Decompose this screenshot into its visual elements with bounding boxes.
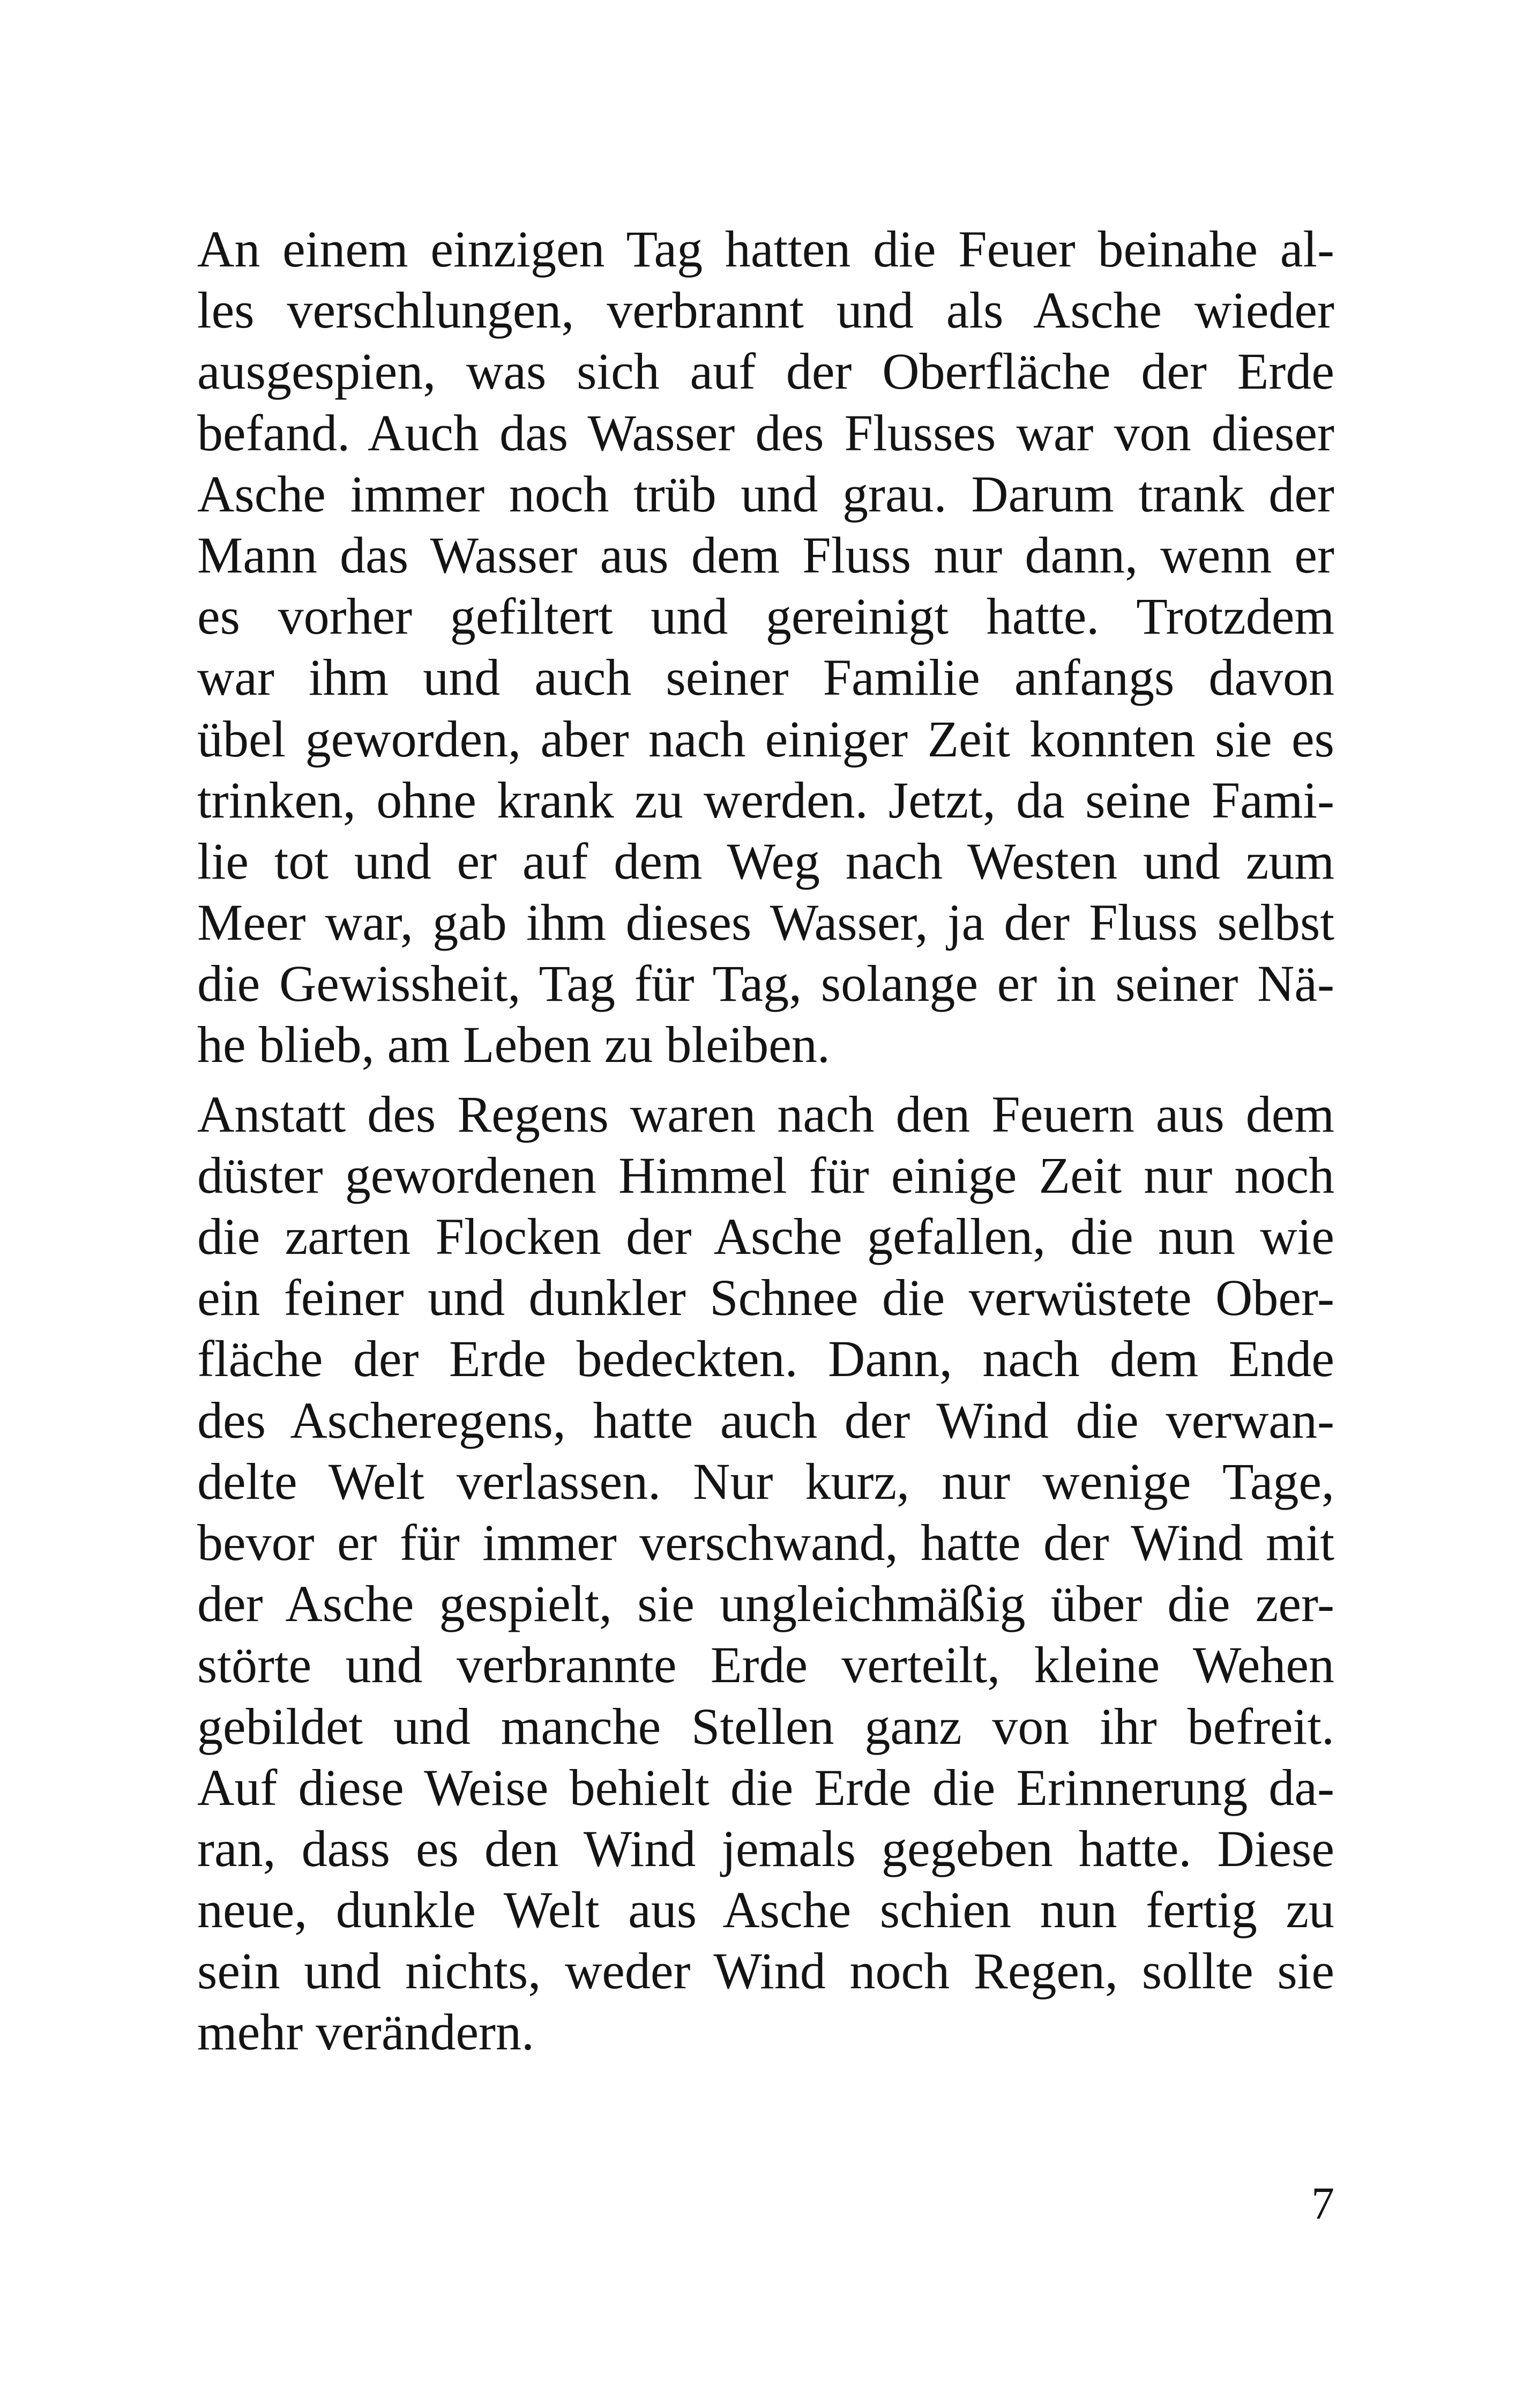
text-line: mehr verändern. xyxy=(197,2003,535,2061)
text-line: Auf diese Weise behielt die Erde die Erinnerung da- xyxy=(197,1758,1334,1816)
paragraph-2 xyxy=(197,1084,1334,2063)
text-line: neue, dunkle Welt aus Asche schien nun fertig zu xyxy=(197,1881,1334,1939)
body-text xyxy=(197,219,1334,2063)
text-line: düster gewordenen Himmel für einige Zeit nur noch xyxy=(197,1146,1334,1204)
text-line: übel geworden, aber nach einiger Zeit konnten sie es xyxy=(197,710,1334,768)
text-line: An einem einzigen Tag hatten die Feuer beinahe al- xyxy=(197,220,1334,278)
text-line: sein und nichts, weder Wind noch Regen, sollte sie xyxy=(197,1942,1334,2000)
text-line: ran, dass es den Wind jemals gegeben hatte. Diese xyxy=(197,1819,1334,1877)
text-line: he blieb, am Leben zu bleiben. xyxy=(197,1016,830,1074)
text-line: lie tot und er auf dem Weg nach Westen und zum xyxy=(197,832,1334,890)
text-line: les verschlungen, verbrannt und als Asche wieder xyxy=(197,281,1334,339)
text-line: Meer war, gab ihm dieses Wasser, ja der Fluss selbst xyxy=(197,894,1334,952)
text-line: störte und verbrannte Erde verteilt, kleine Wehen xyxy=(197,1636,1334,1694)
page-number: 7 xyxy=(1311,2177,1334,2229)
text-line: Mann das Wasser aus dem Fluss nur dann, wenn er xyxy=(197,526,1334,584)
text-line: es vorher gefiltert und gereinigt hatte. Trotzdem xyxy=(197,588,1334,645)
text-line: delte Welt verlassen. Nur kurz, nur wenige Tage, xyxy=(197,1452,1334,1510)
text-line: gebildet und manche Stellen ganz von ihr befreit. xyxy=(197,1697,1334,1755)
text-line: bevor er für immer verschwand, hatte der Wind mit xyxy=(197,1513,1334,1571)
text-line: der Asche gespielt, sie ungleichmäßig über die zer- xyxy=(197,1575,1334,1633)
text-line: war ihm und auch seiner Familie anfangs davon xyxy=(197,649,1334,707)
text-line: trinken, ohne krank zu werden. Jetzt, da seine Fami- xyxy=(197,771,1334,829)
text-line: Asche immer noch trüb und grau. Darum trank der xyxy=(197,465,1334,523)
text-line: Anstatt des Regens waren nach den Feuern aus dem xyxy=(197,1085,1334,1143)
text-line: des Ascheregens, hatte auch der Wind die verwan- xyxy=(197,1391,1334,1449)
text-line: ausgespien, was sich auf der Oberfläche der Erde xyxy=(197,343,1334,400)
paragraph-1 xyxy=(197,219,1334,1076)
text-line: die zarten Flocken der Asche gefallen, die nun wie xyxy=(197,1208,1334,1265)
text-line: befand. Auch das Wasser des Flusses war von dieser xyxy=(197,404,1334,462)
text-line: fläche der Erde bedeckten. Dann, nach dem Ende xyxy=(197,1330,1334,1388)
text-line: die Gewissheit, Tag für Tag, solange er in seiner Nä- xyxy=(197,955,1334,1013)
text-line: ein feiner und dunkler Schnee die verwüstete Ober- xyxy=(197,1269,1334,1327)
